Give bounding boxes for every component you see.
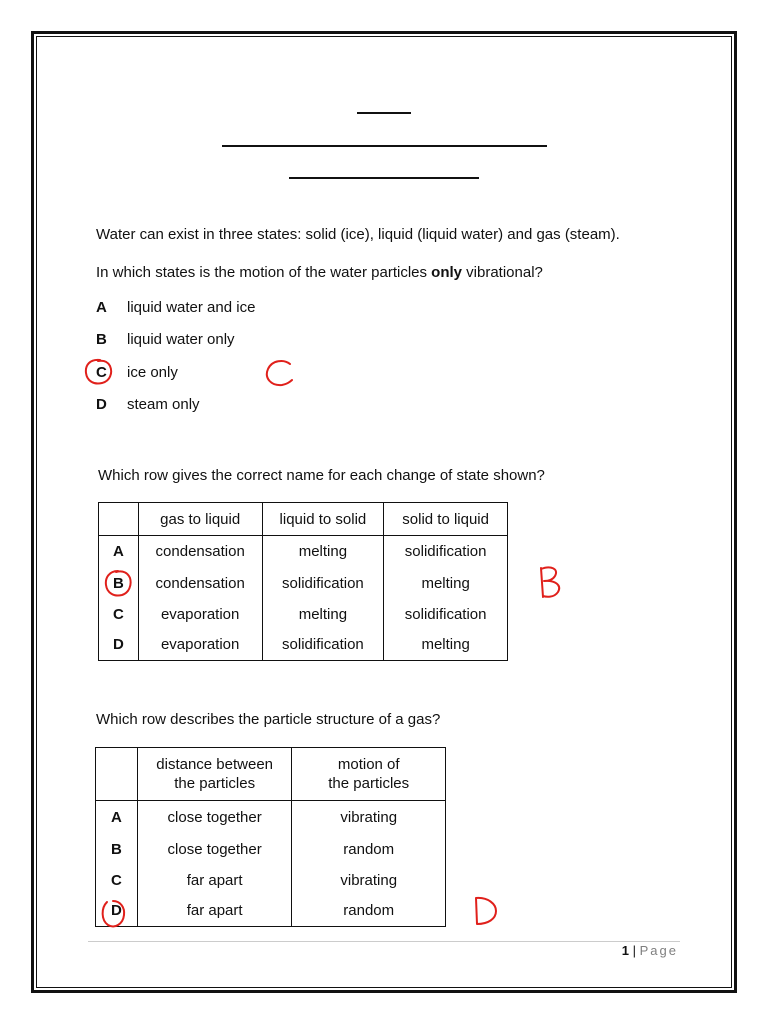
q3-row-a-cell-2: vibrating	[292, 801, 446, 834]
table-row	[96, 801, 446, 834]
title-blank-line-1	[357, 112, 411, 114]
page-footer	[560, 943, 678, 958]
q3-header-blank	[96, 748, 138, 801]
q2-row-d-cell-2: solidification	[262, 630, 384, 661]
title-blank-line-3	[289, 177, 479, 179]
q2-answer-circle-mark	[102, 567, 134, 601]
q2-table	[98, 502, 508, 661]
q2-row-a-cell-2: melting	[262, 536, 384, 568]
q1-option-b-letter: B	[96, 331, 107, 348]
q1-option-a-text: liquid water and ice	[127, 299, 256, 316]
q2-row-c-cell-2: melting	[262, 599, 384, 630]
q1-option-b-text: liquid water only	[127, 331, 235, 348]
q2-row-d-letter: D	[99, 630, 139, 661]
q3-row-b-cell-1: close together	[137, 834, 292, 865]
q3-row-c-cell-2: vibrating	[292, 865, 446, 896]
q3-row-c-cell-1: far apart	[137, 865, 292, 896]
q2-row-a-cell-3: solidification	[384, 536, 508, 568]
q2-row-c-cell-3: solidification	[384, 599, 508, 630]
q2-row-c-cell-1: evaporation	[138, 599, 262, 630]
table-row	[99, 630, 508, 661]
q1-option-d-letter: D	[96, 396, 107, 413]
q3-question: Which row describes the particle structure of a gas?	[96, 711, 441, 728]
q3-row-d-cell-2: random	[292, 896, 446, 927]
q3-row-a-letter: A	[96, 801, 138, 834]
q2-header-gas-to-liquid: gas to liquid	[138, 503, 262, 536]
q2-row-d-cell-3: melting	[384, 630, 508, 661]
q1-answer-circle-mark	[82, 356, 116, 388]
q1-intro: Water can exist in three states: solid (ice), liquid (liquid water) and gas (steam).	[96, 226, 620, 243]
q2-row-b-cell-3: melting	[384, 568, 508, 599]
q2-question: Which row gives the correct name for each change of state shown?	[98, 467, 545, 484]
q2-row-c-letter: C	[99, 599, 139, 630]
q1-option-c-letter: C	[96, 364, 107, 381]
q3-header-distance: distance between the particles	[137, 748, 292, 801]
q3-row-b-cell-2: random	[292, 834, 446, 865]
q3-handwritten-answer-d	[470, 894, 500, 928]
page-word: Page	[639, 943, 678, 958]
footer-rule	[88, 941, 680, 942]
table-row	[96, 896, 446, 927]
q2-handwritten-answer-b	[533, 563, 565, 601]
q3-table	[95, 747, 446, 927]
q3-row-d-cell-1: far apart	[137, 896, 292, 927]
table-row	[99, 568, 508, 599]
q2-row-d-cell-1: evaporation	[138, 630, 262, 661]
q2-header-liquid-to-solid: liquid to solid	[262, 503, 384, 536]
q3-row-a-cell-1: close together	[137, 801, 292, 834]
table-row	[99, 536, 508, 568]
q1-option-a-letter: A	[96, 299, 107, 316]
q3-answer-circle-mark	[98, 896, 130, 932]
q2-row-a-cell-1: condensation	[138, 536, 262, 568]
q1-option-d-text: steam only	[127, 396, 200, 413]
table-row	[96, 834, 446, 865]
table-row	[96, 865, 446, 896]
q2-row-b-cell-2: solidification	[262, 568, 384, 599]
title-blank-line-2	[222, 145, 547, 147]
q2-row-b-letter: B	[99, 568, 139, 599]
page-separator: |	[632, 943, 636, 958]
page-number: 1	[621, 943, 629, 958]
q1-option-c-text: ice only	[127, 364, 178, 381]
q1-handwritten-answer-c	[260, 358, 300, 390]
q2-row-a-letter: A	[99, 536, 139, 568]
q3-row-d-letter: D	[96, 896, 138, 927]
q2-header-solid-to-liquid: solid to liquid	[384, 503, 508, 536]
q1-question: In which states is the motion of the water particles only vibrational?	[96, 264, 543, 281]
q2-header-blank	[99, 503, 139, 536]
table-row	[99, 599, 508, 630]
q3-row-b-letter: B	[96, 834, 138, 865]
q3-header-motion: motion of the particles	[292, 748, 446, 801]
q2-row-b-cell-1: condensation	[138, 568, 262, 599]
q3-row-c-letter: C	[96, 865, 138, 896]
